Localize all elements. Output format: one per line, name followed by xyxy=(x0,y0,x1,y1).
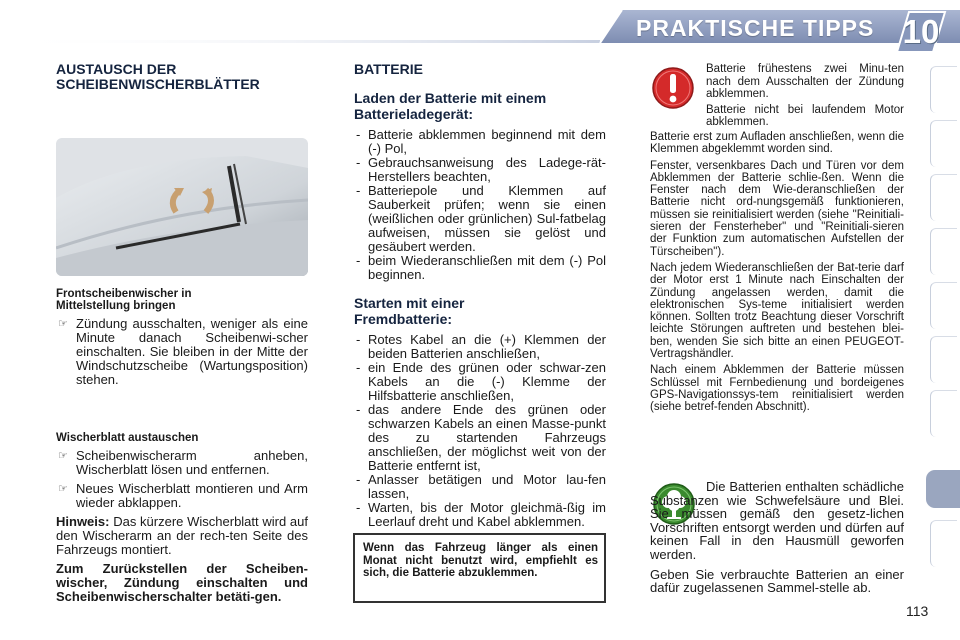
wiper-step-1-text: Zündung ausschalten, weniger als eine Minute danach Scheibenwi-scher einschalten. Sie bleiben in der Mitte der Windschutzscheibe (Wartungsposition) stehen. xyxy=(76,316,308,387)
photo-caption-line1: Frontscheibenwischer in xyxy=(56,288,192,300)
wiper-step-3-text: Neues Wischerblatt montieren und Arm wieder abklappen. xyxy=(76,481,308,510)
photo-caption-line2: Mittelstellung bringen xyxy=(56,300,176,312)
jump-step: - Anlasser betätigen und Motor lau-fen lassen, xyxy=(354,473,606,501)
storage-note-box: Wenn das Fahrzeug länger als einen Monat nicht benutzt wird, empfiehlt es sich, die Batterie abzuklemmen. xyxy=(353,533,606,603)
battery-notes xyxy=(650,131,904,414)
wiper-photo xyxy=(56,138,308,276)
eco-text-1: Die Batterien enthalten schädliche Substanzen wie Schwefelsäure und Blei. Sie müssen gemäß den gesetz-lichen Vorschriften entsorgt werden und dürfen auf keinen Fall in den Hausmüll geworfen werden. xyxy=(650,479,904,562)
replace-title: Wischerblatt austauschen xyxy=(56,432,199,444)
warning-text xyxy=(706,63,904,129)
wiper-step-3 xyxy=(56,482,308,510)
replace-instructions xyxy=(56,432,308,604)
warning-icon-box xyxy=(650,65,696,111)
chapter-badge xyxy=(895,10,947,54)
chapter-tab[interactable] xyxy=(930,390,957,437)
chapter-tab-active[interactable] xyxy=(926,470,960,508)
warning-exclamation-icon xyxy=(650,65,696,111)
wiper-instructions xyxy=(56,288,308,387)
chapter-tab[interactable] xyxy=(930,520,957,567)
page-number: 113 xyxy=(906,603,929,619)
windshield-wiper-illustration xyxy=(56,138,308,276)
charge-steps xyxy=(354,128,606,282)
warning-text-1: Batterie frühestens zwei Minu-ten nach dem Ausschalten der Zündung abklemmen. xyxy=(706,63,904,100)
pointing-hand-icon: ☞ xyxy=(58,318,68,330)
chapter-tab[interactable] xyxy=(930,120,957,167)
jump-title-line1: Starten mit einer xyxy=(354,295,465,311)
wiper-step-2 xyxy=(56,449,308,477)
jump-step: - das andere Ende des grünen oder schwarzen Kabels an einen Masse-punkt des zu startenden Fahrzeugs anschließen, der möglichst weit von der Batterie entfernt ist, xyxy=(354,403,606,473)
hint-paragraph xyxy=(56,515,308,557)
chapter-tab[interactable] xyxy=(930,174,957,221)
charge-title-line1: Laden der Batterie mit einem xyxy=(354,90,547,106)
reset-note: Zum Zurückstellen der Scheiben-wischer, Zündung einschalten und Scheibenwischerschalter betäti-gen. xyxy=(56,561,308,604)
jump-title-line2: Fremdbatterie: xyxy=(354,311,453,327)
wiper-title-line1: AUSTAUSCH DER xyxy=(56,61,177,77)
battery-title: BATTERIE xyxy=(354,61,423,77)
pointing-hand-icon: ☞ xyxy=(58,450,68,462)
wiper-step-2-text: Scheibenwischerarm anheben, Wischerblatt lösen und entfernen. xyxy=(76,448,308,477)
chapter-number: 10 xyxy=(902,13,940,50)
jump-step: - Warten, bis der Motor gleichmä-ßig im Leerlauf dreht und Kabel abklemmen. xyxy=(354,501,606,529)
charge-title-line2: Batterieladegerät: xyxy=(354,106,474,122)
battery-note-4: Nach einem Abklemmen der Batterie müssen Schlüssel mit Fernbedienung und bordeigenes GPS-Navigationssys-tem reinitialisiert werden (siehe betref-fenden Abschnitt). xyxy=(650,364,904,414)
chapter-tab[interactable] xyxy=(930,336,957,383)
chapter-tab[interactable] xyxy=(930,282,957,329)
jump-step: - ein Ende des grünen oder schwar-zen Kabels an die (-) Klemme der Hilfsbatterie anschließen, xyxy=(354,361,606,403)
jump-steps xyxy=(354,333,606,529)
wiper-title-line2: SCHEIBENWISCHERBLÄTTER xyxy=(56,76,260,92)
eco-text-2: Geben Sie verbrauchte Batterien an einer dafür zugelassenen Sammel-stelle ab. xyxy=(650,566,904,596)
warning-text-2: Batterie nicht bei laufendem Motor abklemmen. xyxy=(706,103,904,128)
battery-note-2: Fenster, versenkbares Dach und Türen vor dem Abklemmen der Batterie schlie-ßen. Wenn die Fenster nach dem Wie-deranschließen der Batterie nicht ord-nungsgemäß funktionieren, müssen sie reinitialisiert werden (siehe "Reinitiali-sieren der Fensterheber" und "Reinitiali-sieren der Funktion zum automatischen Aufstellen der Türscheiben"). xyxy=(650,159,904,258)
pointing-hand-icon: ☞ xyxy=(58,483,68,495)
chapter-tab[interactable] xyxy=(930,66,957,113)
wiper-column xyxy=(56,62,308,92)
chapter-tabs xyxy=(926,62,960,622)
section-title: PRAKTISCHE TIPPS xyxy=(636,15,875,41)
charge-step: - Batteriepole und Klemmen auf Sauberkeit prüfen; wenn sie einen (weißlichen oder grünlichen) Sul-fatbelag aufweisen, müssen sie gelöst und gesäubert werden. xyxy=(354,184,606,254)
eco-text xyxy=(650,480,904,595)
charge-step: - beim Wiederanschließen mit dem (-) Pol beginnen. xyxy=(354,254,606,282)
battery-column xyxy=(354,62,606,529)
charge-step: - Batterie abklemmen beginnend mit dem (-) Pol, xyxy=(354,128,606,156)
battery-note-1: Batterie erst zum Aufladen anschließen, wenn die Klemmen abgeklemmt worden sind. xyxy=(650,131,904,156)
jump-step: - Rotes Kabel an die (+) Klemmen der beiden Batterien anschließen, xyxy=(354,333,606,361)
chapter-tab[interactable] xyxy=(930,228,957,275)
battery-note-3: Nach jedem Wiederanschließen der Bat-terie darf der Motor erst 1 Minute nach Einschalten der Zündung angelassen werden, damit die elektronischen Sys-teme initialisiert werden können. Sollten trotz Beachtung dieser Vorschrift leichte Störungen auftreten und bestehen blei-ben, wenden Sie sich bitte an einen PEUGEOT-Vertragshändler. xyxy=(650,261,904,361)
wiper-step-1 xyxy=(56,317,308,387)
page-header xyxy=(0,0,960,56)
charge-step: - Gebrauchsanweisung des Ladege-rät-Herstellers beachten, xyxy=(354,156,606,184)
hint-label: Hinweis: xyxy=(56,514,110,529)
hint-text: Das kürzere Wischerblatt wird auf den Wischerarm an der rech-ten Seite des Fahrzeugs montiert. xyxy=(56,514,308,557)
